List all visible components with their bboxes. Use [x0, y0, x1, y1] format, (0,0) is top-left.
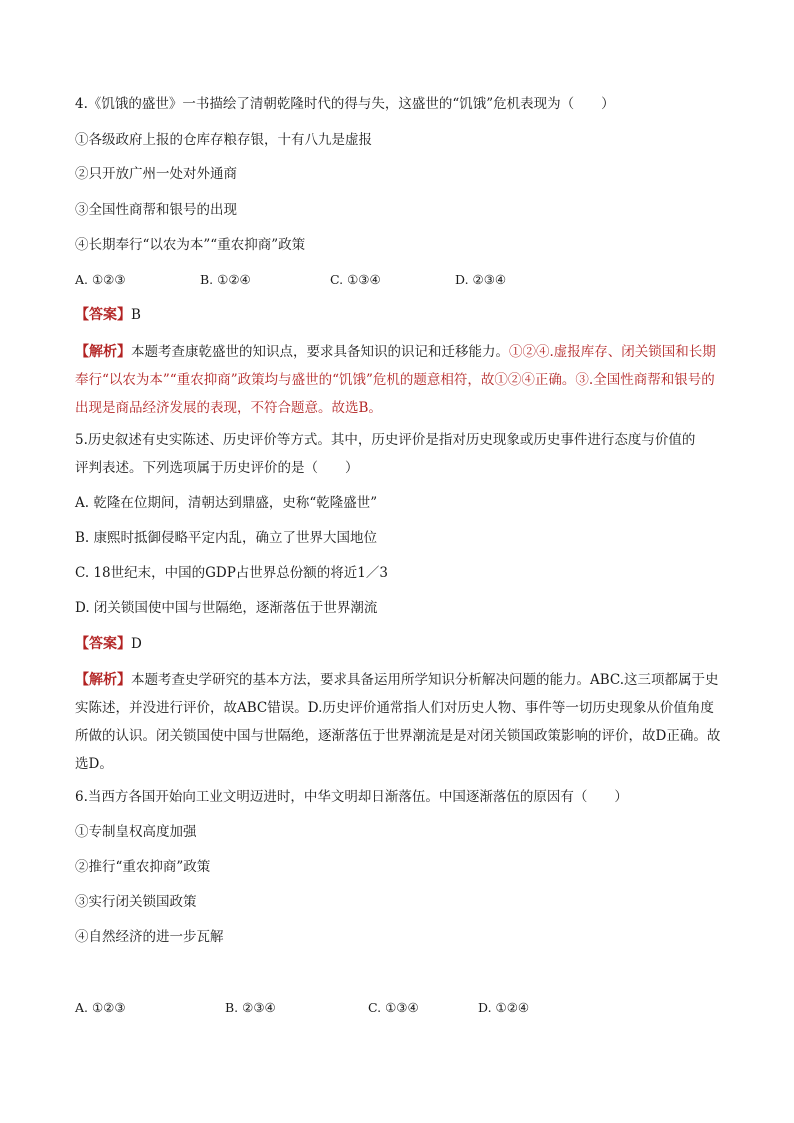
question-4-option-c: C. ①③④ [330, 272, 381, 287]
question-4-answer [75, 306, 141, 324]
question-5-option-c: C. 18世纪末，中国的GDP占世界总份额的将近1／3 [75, 565, 388, 581]
question-5-analysis [75, 666, 727, 778]
question-4-option-b: B. ①②④ [200, 272, 251, 287]
question-6-stem: 6.当西方各国开始向工业文明迈进时，中华文明却日渐落伍。中国逐渐落伍的原因有（ ） [75, 789, 628, 805]
answer-value: B [131, 307, 141, 323]
question-6-item-1: ①专制皇权高度加强 [75, 824, 197, 840]
analysis-text-detail: ①②④.虚报库存、闭关锁国和长期奉行“以农为本”“重农抑商”政策均与盛世的“饥饿”危机的题意相符，故①②④正确。③.全国性商帮和银号的出现是商品经济发展的表现，不符合题意。故选B。 [75, 344, 716, 416]
question-6-option-a: A. ①②③ [75, 1000, 126, 1015]
question-6-item-4: ④自然经济的进一步瓦解 [75, 929, 224, 945]
analysis-label: 【解析】 [75, 344, 131, 360]
answer-value: D [131, 636, 142, 652]
question-6-option-c: C. ①③④ [368, 1000, 419, 1015]
question-4-item-3: ③全国性商帮和银号的出现 [75, 202, 237, 218]
question-5-option-a: A. 乾隆在位期间，清朝达到鼎盛，史称“乾隆盛世” [75, 495, 378, 511]
question-6-option-d: D. ①②④ [478, 1000, 530, 1015]
analysis-text: 本题考查史学研究的基本方法，要求具备运用所学知识分析解决问题的能力。ABC.这三项都属于史实陈述，并没进行评价，故ABC错误。D.历史评价通常指人们对历史人物、事件等一切历史现象从价值角度所做的认识。闭关锁国使中国与世隔绝，逐渐落伍于世界潮流是是对闭关锁国政策影响的评价，故D正确。故选D。 [75, 672, 721, 772]
question-6-option-b: B. ②③④ [225, 1000, 276, 1015]
question-5-option-d: D. 闭关锁国使中国与世隔绝，逐渐落伍于世界潮流 [75, 600, 378, 616]
question-5-stem-line-2: 评判表述。下列选项属于历史评价的是（ ） [75, 460, 359, 476]
question-5-answer [75, 635, 142, 653]
question-4-option-a: A. ①②③ [75, 272, 126, 287]
question-4-item-1: ①各级政府上报的仓库存粮存银，十有八九是虚报 [75, 132, 372, 148]
question-4-stem: 4.《饥饿的盛世》一书描绘了清朝乾隆时代的得与失，这盛世的“饥饿”危机表现为（ ） [75, 96, 615, 112]
question-6-item-2: ②推行“重农抑商”政策 [75, 859, 211, 875]
question-4-analysis [75, 338, 727, 422]
question-4-item-4: ④长期奉行“以农为本”“重农抑商”政策 [75, 237, 306, 253]
question-5-option-b: B. 康熙时抵御侵略平定内乱，确立了世界大国地位 [75, 530, 378, 546]
question-6-item-3: ③实行闭关锁国政策 [75, 894, 197, 910]
question-5-stem-line-1: 5.历史叙述有史实陈述、历史评价等方式。其中，历史评价是指对历史现象或历史事件进行态度与价值的 [75, 432, 696, 448]
answer-label: 【答案】 [75, 307, 131, 323]
answer-label: 【答案】 [75, 636, 131, 652]
analysis-label: 【解析】 [75, 672, 131, 688]
question-4-item-2: ②只开放广州一处对外通商 [75, 166, 237, 182]
analysis-text-intro: 本题考查康乾盛世的知识点，要求具备知识的识记和迁移能力。 [131, 344, 509, 360]
question-4-option-d: D. ②③④ [455, 272, 507, 287]
